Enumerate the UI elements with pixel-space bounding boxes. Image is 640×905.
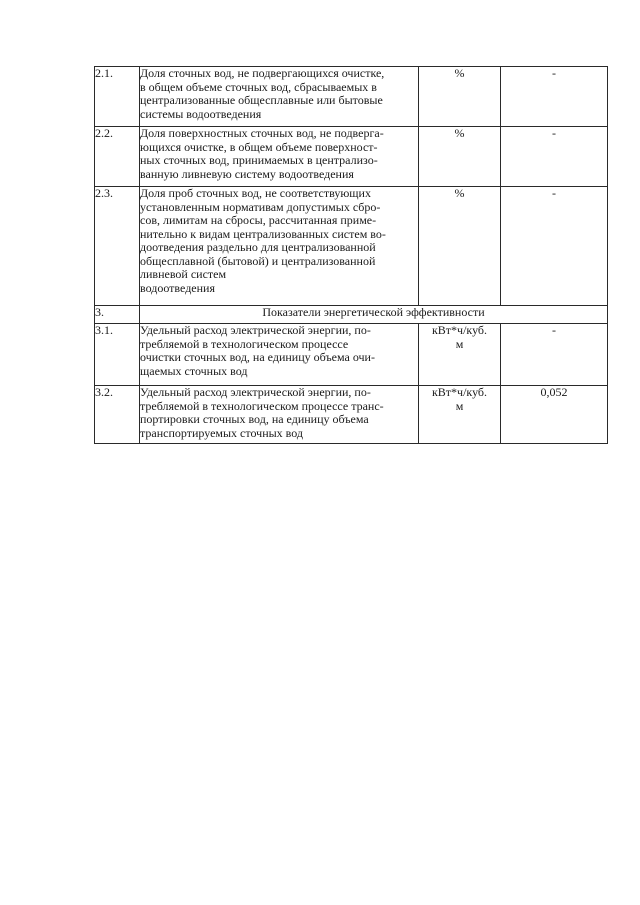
table-row [95, 127, 608, 187]
section-header-row [95, 306, 608, 324]
value-cell: - [501, 67, 608, 127]
section-title: Показатели энергетической эффективности [140, 306, 608, 324]
indicator-description: Удельный расход электрической энергии, по- требляемой в технологическом процессе транс- портировки сточных вод, на единицу объема транспортируемых сточных вод [140, 386, 419, 444]
indicator-description: Доля проб сточных вод, не соответствующих установленным нормативам допустимых сбро- сов, лимитам на сбросы, рассчитанная приме- нительно к видам централизованных систем во- доотведения раздельно для централизованной общесплавной (бытовой) и централизованной ливневой систем водоотведения [140, 187, 419, 306]
value-cell: - [501, 127, 608, 187]
table-row [95, 67, 608, 127]
unit-cell: % [419, 187, 501, 306]
table-row [95, 386, 608, 444]
unit-cell: % [419, 67, 501, 127]
row-number: 2.1. [95, 67, 140, 127]
table-row [95, 187, 608, 306]
value-cell: 0,052 [501, 386, 608, 444]
row-number: 3.1. [95, 324, 140, 386]
indicator-description: Удельный расход электрической энергии, по- требляемой в технологическом процессе очистки сточных вод, на единицу объема очи- щаемых сточных вод [140, 324, 419, 386]
indicator-description: Доля сточных вод, не подвергающихся очистке, в общем объеме сточных вод, сбрасываемых в централизованные общесплавные или бытовые системы водоотведения [140, 67, 419, 127]
indicators-table [94, 66, 608, 444]
row-number: 2.2. [95, 127, 140, 187]
unit-cell: кВт*ч/куб. м [419, 386, 501, 444]
section-number: 3. [95, 306, 140, 324]
value-cell: - [501, 187, 608, 306]
unit-cell: кВт*ч/куб. м [419, 324, 501, 386]
row-number: 3.2. [95, 386, 140, 444]
table-row [95, 324, 608, 386]
indicator-description: Доля поверхностных сточных вод, не подверга- ющихся очистке, в общем объеме поверхност- ных сточных вод, принимаемых в централизо- ванную ливневую систему водоотведения [140, 127, 419, 187]
unit-cell: % [419, 127, 501, 187]
row-number: 2.3. [95, 187, 140, 306]
value-cell: - [501, 324, 608, 386]
